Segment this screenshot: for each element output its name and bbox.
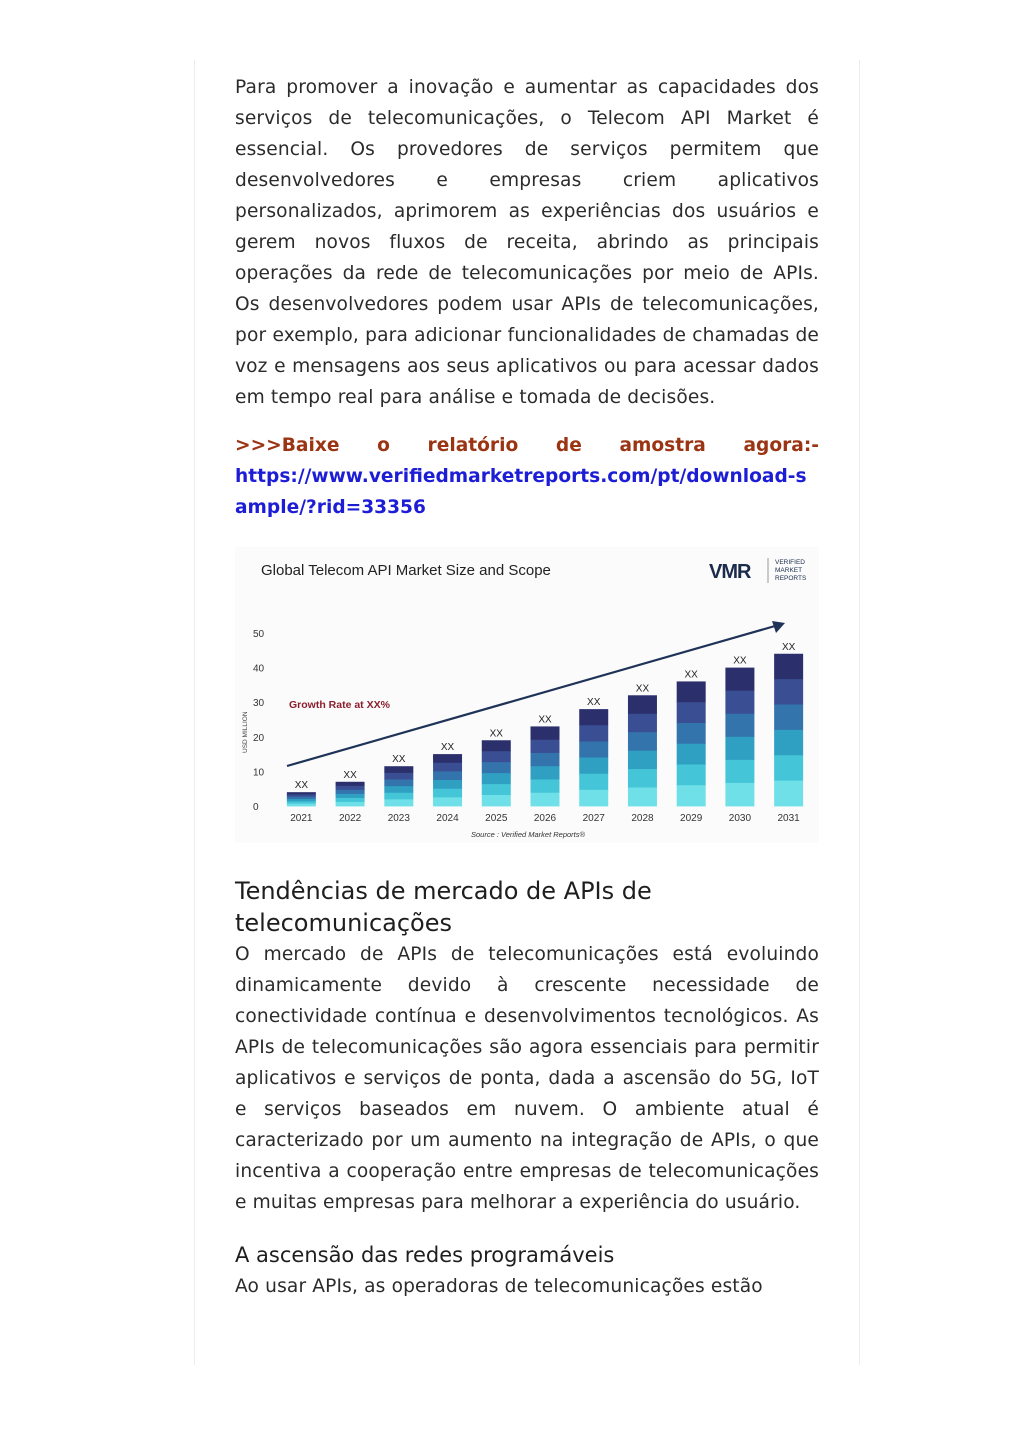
bar-segment (482, 795, 511, 806)
bar-segment (774, 730, 803, 756)
bar-segment (287, 792, 316, 795)
bar-segment (677, 681, 706, 702)
bar-segment (531, 726, 560, 740)
growth-rate-annotation: Growth Rate at XX% (289, 699, 390, 711)
x-tick-label: 2031 (777, 813, 800, 824)
bar-segment (579, 741, 608, 758)
bar-data-label: XX (392, 754, 406, 766)
bar-segment (287, 794, 316, 797)
bar-segment (384, 779, 413, 786)
bar-segment (384, 793, 413, 800)
bar-data-label: XX (733, 655, 747, 667)
x-axis-ticks (290, 813, 800, 824)
chart-source: Source : Verified Market Reports® (471, 830, 586, 839)
bar-segment (579, 774, 608, 791)
x-tick-label: 2022 (338, 813, 362, 824)
bar-segment (677, 744, 706, 765)
bar-segment (774, 679, 803, 705)
bar-data-label: XX (343, 769, 357, 781)
download-sample-cta[interactable]: >>>Baixe o relatório de amostra agora:- (235, 435, 819, 456)
bar-segment (287, 801, 316, 804)
bar-segment (677, 764, 706, 785)
bar-segment (287, 804, 316, 807)
download-sample-link[interactable]: https://www.verifiedmarketreports.com/pt/download-sample/?rid=33356 (235, 466, 807, 518)
y-tick-label: 40 (253, 663, 265, 675)
bar-segment (774, 705, 803, 731)
x-tick-label: 2030 (728, 813, 752, 824)
bar-segment (774, 781, 803, 807)
bar-data-label: XX (587, 697, 601, 709)
bar-segment (336, 790, 365, 794)
bar-segment (433, 771, 462, 780)
chart-svg (235, 547, 819, 843)
article-card (194, 60, 860, 1365)
x-tick-label: 2029 (680, 813, 703, 824)
bar-segment (433, 754, 462, 763)
bar-segment (531, 740, 560, 754)
bar-segment (628, 714, 657, 733)
bar-segment (579, 725, 608, 742)
logo-line-3: REPORTS (775, 575, 807, 582)
bar-segment (725, 668, 754, 691)
bar-segment (433, 763, 462, 772)
bar-segment (482, 740, 511, 751)
bar-segment (774, 755, 803, 781)
section-title: Tendências de mercado de APIs de telecomunicações (235, 877, 652, 937)
bar-segment (725, 691, 754, 714)
bar-segment (384, 786, 413, 793)
x-tick-label: 2025 (485, 813, 508, 824)
bar-data-label: XX (538, 714, 552, 726)
x-tick-label: 2023 (387, 813, 410, 824)
bar-segment (384, 799, 413, 806)
bar-segment (287, 797, 316, 800)
bar-segment (531, 793, 560, 807)
bar-segment (482, 773, 511, 784)
bar-segment (531, 779, 560, 793)
bar-segment (482, 751, 511, 762)
bar-segment (579, 709, 608, 726)
bar-segment (336, 802, 365, 806)
logo-line-1: VERIFIED (775, 559, 805, 566)
bar-segment (336, 782, 365, 786)
bar-data-label: XX (781, 641, 796, 653)
bar-segment (628, 788, 657, 807)
bar-segment (531, 753, 560, 767)
programmable-networks-paragraph: Ao usar APIs, as operadoras de telecomunicações estão (235, 1276, 763, 1297)
x-tick-label: 2028 (631, 813, 654, 824)
bar-segment (579, 758, 608, 775)
x-tick-label: 2024 (436, 813, 459, 824)
bar-data-label: XX (440, 742, 455, 754)
bar-segment (384, 773, 413, 780)
intro-paragraph: Para promover a inovação e aumentar as capacidades dos serviços de telecomunicações, o Telecom API Market é essencial. Os provedores de serviços permitem que desenvolvedores e empresas criem aplicativos personalizados, aprimorem as experiências dos usuários e gerem novos fluxos de receita, abrindo as principais operações da rede de telecomunicações por meio de APIs. Os desenvolvedores podem usar APIs de telecomunicações, por exemplo, para adicionar funcionalidades de chamadas de voz e mensagens aos seus aplicativos ou para acessar dados em tempo real para análise e tomada de decisões. (235, 77, 819, 408)
y-axis-label: USD MILLION (242, 711, 249, 753)
y-tick-label: 20 (253, 732, 265, 744)
bar-segment (384, 766, 413, 773)
y-tick-label: 0 (253, 802, 259, 813)
bar-segment (482, 784, 511, 795)
bar-segment (677, 723, 706, 744)
bar-data-label: XX (684, 669, 698, 681)
market-size-chart (235, 547, 819, 843)
bar-segment (677, 702, 706, 723)
x-tick-label: 2027 (582, 813, 605, 824)
x-tick-label: 2026 (533, 813, 557, 824)
bar-data-label: XX (489, 728, 503, 740)
bar-segment (531, 766, 560, 780)
bar-segment (725, 760, 754, 783)
x-tick-label: 2021 (290, 813, 313, 824)
y-tick-label: 30 (253, 698, 265, 710)
bar-data-label: XX (294, 780, 309, 792)
bar-segment (725, 714, 754, 737)
bar-segment (677, 785, 706, 806)
vmr-logo (709, 558, 807, 583)
y-tick-label: 50 (253, 629, 265, 640)
bar-segment (628, 769, 657, 788)
bar-segment (628, 695, 657, 714)
bar-segment (725, 783, 754, 806)
subsection-title: A ascensão das redes programáveis (235, 1243, 615, 1267)
bar-segment (628, 732, 657, 751)
logo-mark: VMR (709, 561, 751, 583)
bars (287, 654, 803, 807)
bar-segment (433, 780, 462, 789)
bar-segment (336, 794, 365, 798)
logo-line-2: MARKET (775, 567, 803, 574)
y-tick-label: 10 (253, 767, 265, 779)
y-axis-ticks (253, 629, 265, 813)
trends-paragraph: O mercado de APIs de telecomunicações está evoluindo dinamicamente devido à crescente necessidade de conectividade contínua e desenvolvimentos tecnológicos. As APIs de telecomunicações são agora essenciais para permitir aplicativos e serviços de ponta, dada a ascensão do 5G, IoT e serviços baseados em nuvem. O ambiente atual é caracterizado por um aumento na integração de APIs, o que incentiva a cooperação entre empresas de telecomunicações e muitas empresas para melhorar a experiência do usuário. (235, 944, 819, 1213)
bar-segment (433, 797, 462, 806)
article-content (235, 72, 819, 1302)
bar-segment (774, 654, 803, 680)
bar-segment (287, 799, 316, 802)
bar-segment (336, 786, 365, 790)
bar-segment (579, 790, 608, 807)
chart-title: Global Telecom API Market Size and Scope (261, 562, 551, 579)
bar-segment (482, 762, 511, 773)
bar-segment (336, 798, 365, 802)
bar-segment (433, 789, 462, 798)
bar-segment (628, 751, 657, 770)
bar-segment (725, 737, 754, 760)
bar-data-label: XX (635, 683, 650, 695)
